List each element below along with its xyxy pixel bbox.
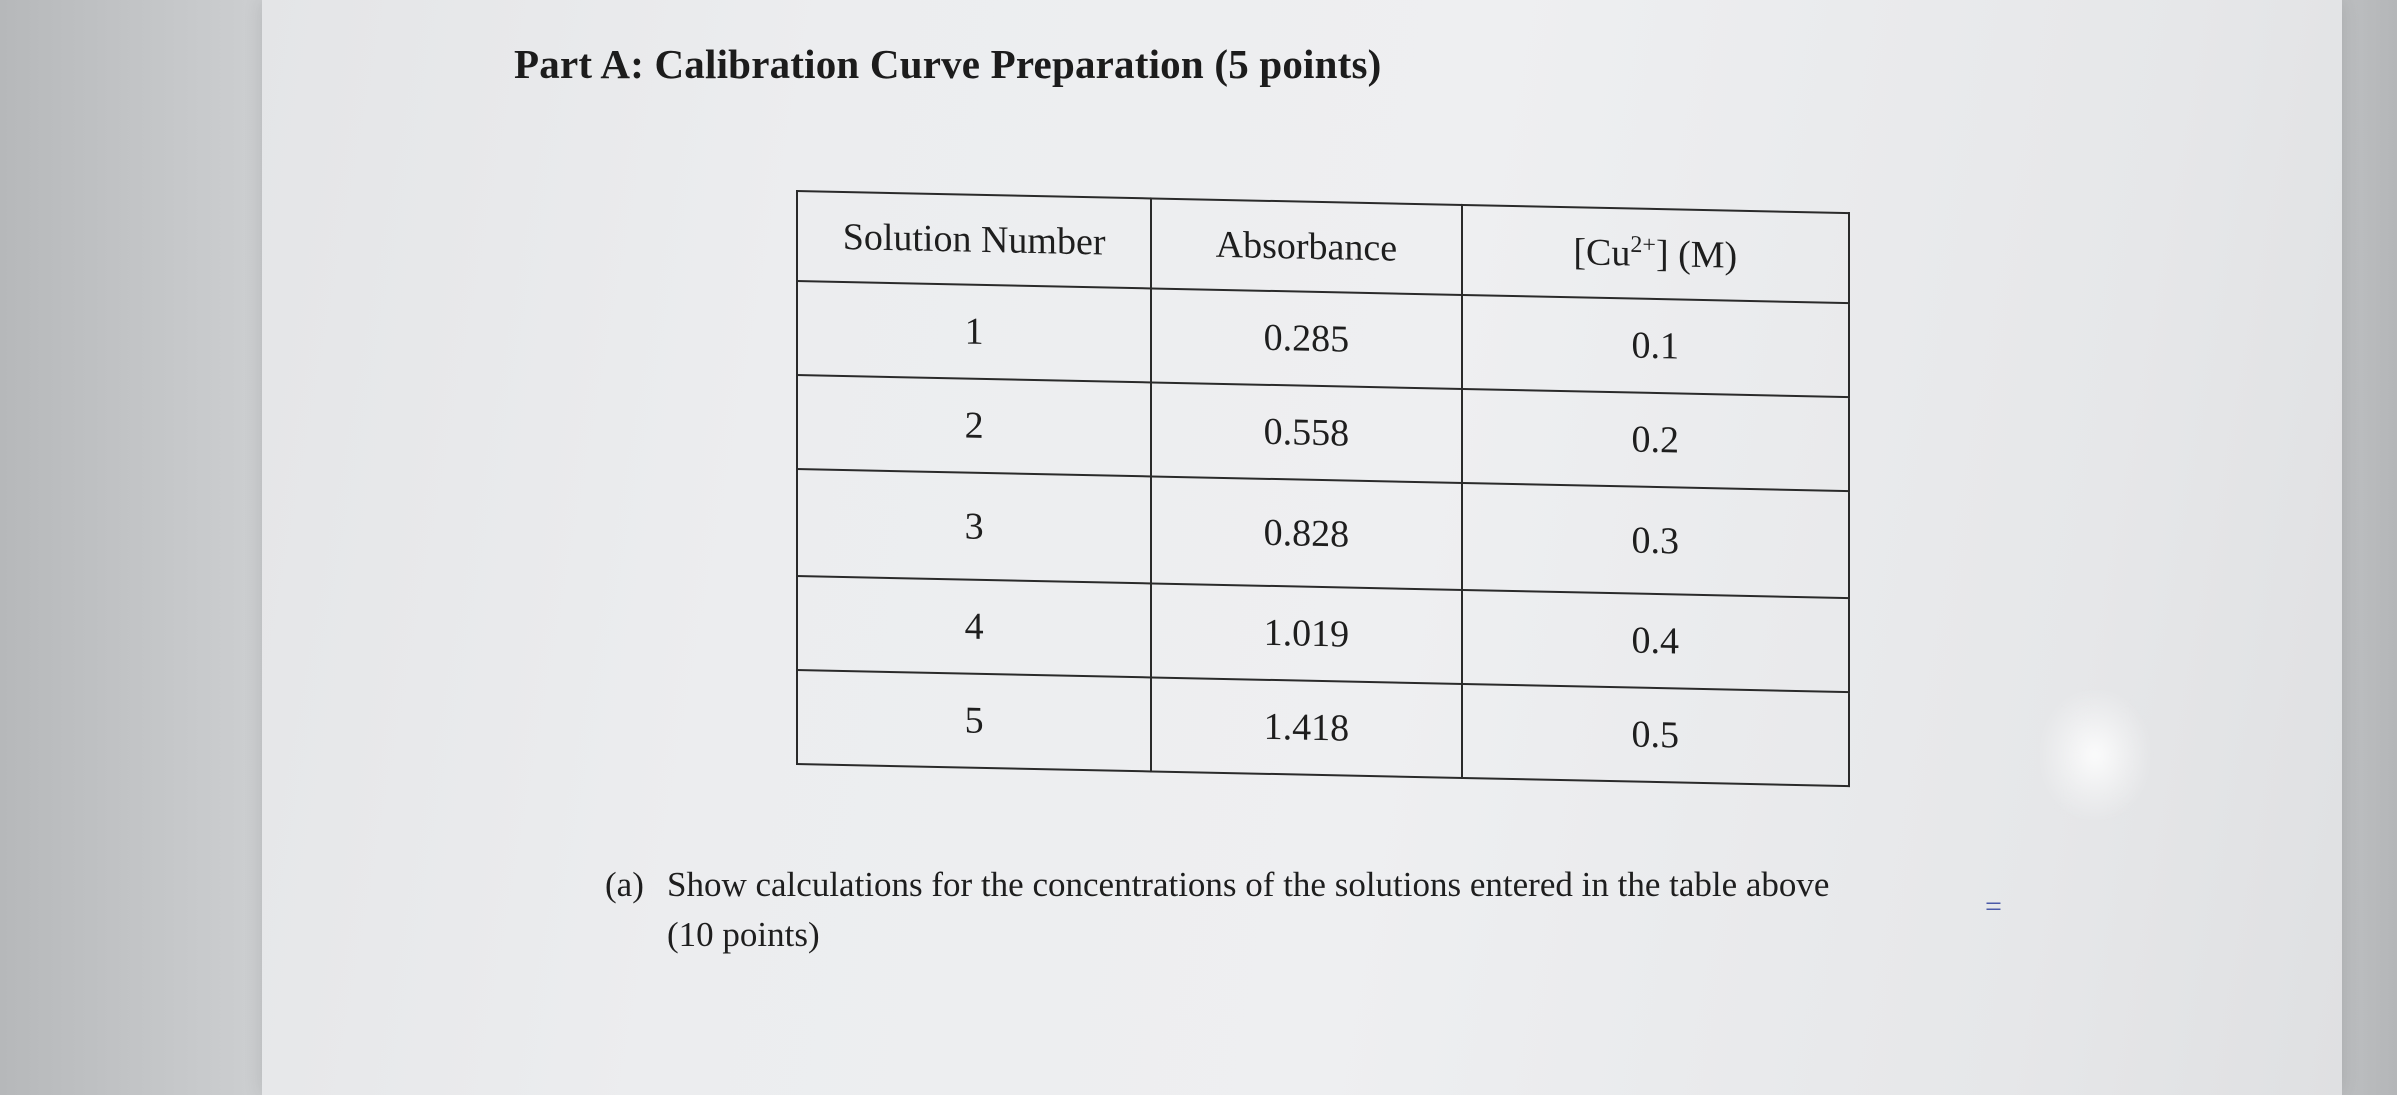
header-absorbance: Absorbance xyxy=(1151,198,1461,295)
header-solution-number: Solution Number xyxy=(797,191,1151,288)
cell-concentration: 0.5 xyxy=(1462,684,1849,786)
cell-solution: 1 xyxy=(797,281,1151,382)
calibration-table xyxy=(796,190,1850,787)
header-concentration-unit: ] (M) xyxy=(1655,233,1738,277)
question-line-1 xyxy=(605,860,1829,910)
cell-concentration: 0.1 xyxy=(1462,295,1849,397)
question-text: Show calculations for the concentrations of the solutions entered in the table above xyxy=(667,865,1830,904)
cell-concentration: 0.4 xyxy=(1462,590,1849,692)
header-concentration xyxy=(1462,205,1849,303)
margin-mark: = xyxy=(1985,890,2002,923)
cell-concentration: 0.2 xyxy=(1462,389,1849,491)
cell-absorbance: 0.558 xyxy=(1151,382,1461,483)
cell-solution: 4 xyxy=(797,576,1151,677)
header-concentration-charge: 2+ xyxy=(1630,231,1656,259)
header-concentration-base: [Cu xyxy=(1573,231,1631,275)
cell-concentration: 0.3 xyxy=(1462,483,1849,598)
cell-absorbance: 1.418 xyxy=(1151,677,1461,778)
question-points: (10 points) xyxy=(667,915,820,954)
light-glare xyxy=(2040,690,2150,820)
section-heading: Part A: Calibration Curve Preparation (5 points) xyxy=(514,41,1382,87)
question-a xyxy=(605,860,1829,960)
question-marker: (a) xyxy=(605,865,644,904)
cell-absorbance: 0.828 xyxy=(1151,476,1461,590)
cell-absorbance: 1.019 xyxy=(1151,583,1461,684)
cell-absorbance: 0.285 xyxy=(1151,288,1461,389)
cell-solution: 2 xyxy=(797,375,1151,476)
cell-solution: 3 xyxy=(797,469,1151,583)
cell-solution: 5 xyxy=(797,670,1151,771)
